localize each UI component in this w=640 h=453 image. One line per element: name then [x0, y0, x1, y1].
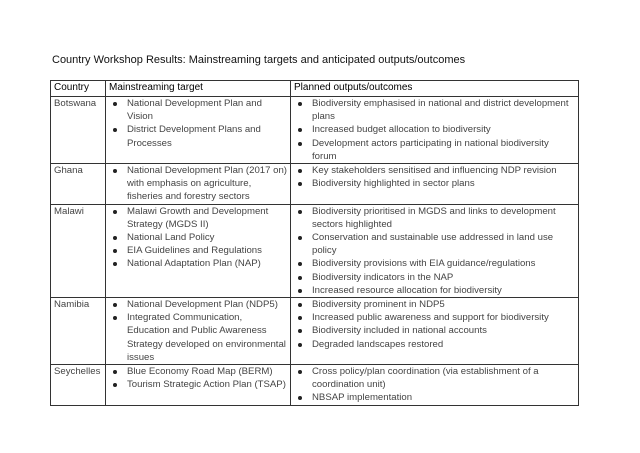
- outputs-list: [294, 205, 575, 297]
- targets-list: [109, 298, 287, 364]
- targets-list: [109, 365, 287, 391]
- list-item: Increased resource allocation for biodiversity: [294, 284, 575, 297]
- targets-list: [109, 164, 287, 204]
- list-item: Degraded landscapes restored: [294, 338, 575, 351]
- list-item: Biodiversity provisions with EIA guidance/regulations: [294, 257, 575, 270]
- outputs-cell: [291, 97, 579, 164]
- list-item: National Development Plan and Vision: [109, 97, 287, 123]
- table-row: [51, 204, 579, 297]
- outputs-list: [294, 298, 575, 351]
- outputs-list: [294, 97, 575, 163]
- country-cell: Botswana: [51, 97, 106, 164]
- list-item: Blue Economy Road Map (BERM): [109, 365, 287, 378]
- targets-list: [109, 205, 287, 271]
- list-item: NBSAP implementation: [294, 391, 575, 404]
- header-mainstreaming-target: Mainstreaming target: [106, 81, 291, 97]
- list-item: Cross policy/plan coordination (via establishment of a coordination unit): [294, 365, 575, 391]
- country-cell: Malawi: [51, 204, 106, 297]
- targets-cell: [106, 204, 291, 297]
- list-item: EIA Guidelines and Regulations: [109, 244, 287, 257]
- table-row: [51, 298, 579, 365]
- list-item: Integrated Communication, Education and Public Awareness Strategy developed on environmental issues: [109, 311, 287, 364]
- header-planned-outputs: Planned outputs/outcomes: [291, 81, 579, 97]
- list-item: Biodiversity prominent in NDP5: [294, 298, 575, 311]
- list-item: Key stakeholders sensitised and influencing NDP revision: [294, 164, 575, 177]
- list-item: National Land Policy: [109, 231, 287, 244]
- list-item: Biodiversity prioritised in MGDS and links to development sectors highlighted: [294, 205, 575, 231]
- targets-cell: [106, 365, 291, 406]
- outputs-cell: [291, 365, 579, 406]
- results-table: [50, 80, 579, 406]
- outputs-cell: [291, 164, 579, 205]
- outputs-cell: [291, 204, 579, 297]
- list-item: Increased public awareness and support for biodiversity: [294, 311, 575, 324]
- country-cell: Ghana: [51, 164, 106, 205]
- targets-cell: [106, 298, 291, 365]
- table-row: [51, 97, 579, 164]
- country-cell: Namibia: [51, 298, 106, 365]
- targets-cell: [106, 164, 291, 205]
- table-row: [51, 365, 579, 406]
- list-item: National Development Plan (2017 on) with emphasis on agriculture, fisheries and forestry sectors: [109, 164, 287, 204]
- targets-cell: [106, 97, 291, 164]
- list-item: Biodiversity highlighted in sector plans: [294, 177, 575, 190]
- list-item: Tourism Strategic Action Plan (TSAP): [109, 378, 287, 391]
- document-title: Country Workshop Results: Mainstreaming targets and anticipated outputs/outcomes: [52, 54, 466, 66]
- list-item: Malawi Growth and Development Strategy (MGDS II): [109, 205, 287, 231]
- list-item: District Development Plans and Processes: [109, 123, 287, 149]
- outputs-list: [294, 365, 575, 405]
- list-item: Biodiversity included in national accounts: [294, 324, 575, 337]
- list-item: Biodiversity emphasised in national and district development plans: [294, 97, 575, 123]
- targets-list: [109, 97, 287, 150]
- list-item: Biodiversity indicators in the NAP: [294, 271, 575, 284]
- header-country: Country: [51, 81, 106, 97]
- outputs-cell: [291, 298, 579, 365]
- header-row: [51, 81, 579, 97]
- country-cell: Seychelles: [51, 365, 106, 406]
- outputs-list: [294, 164, 575, 190]
- list-item: Development actors participating in national biodiversity forum: [294, 137, 575, 163]
- list-item: National Development Plan (NDP5): [109, 298, 287, 311]
- list-item: National Adaptation Plan (NAP): [109, 257, 287, 270]
- list-item: Conservation and sustainable use addressed in land use policy: [294, 231, 575, 257]
- list-item: Increased budget allocation to biodiversity: [294, 123, 575, 136]
- table-row: [51, 164, 579, 205]
